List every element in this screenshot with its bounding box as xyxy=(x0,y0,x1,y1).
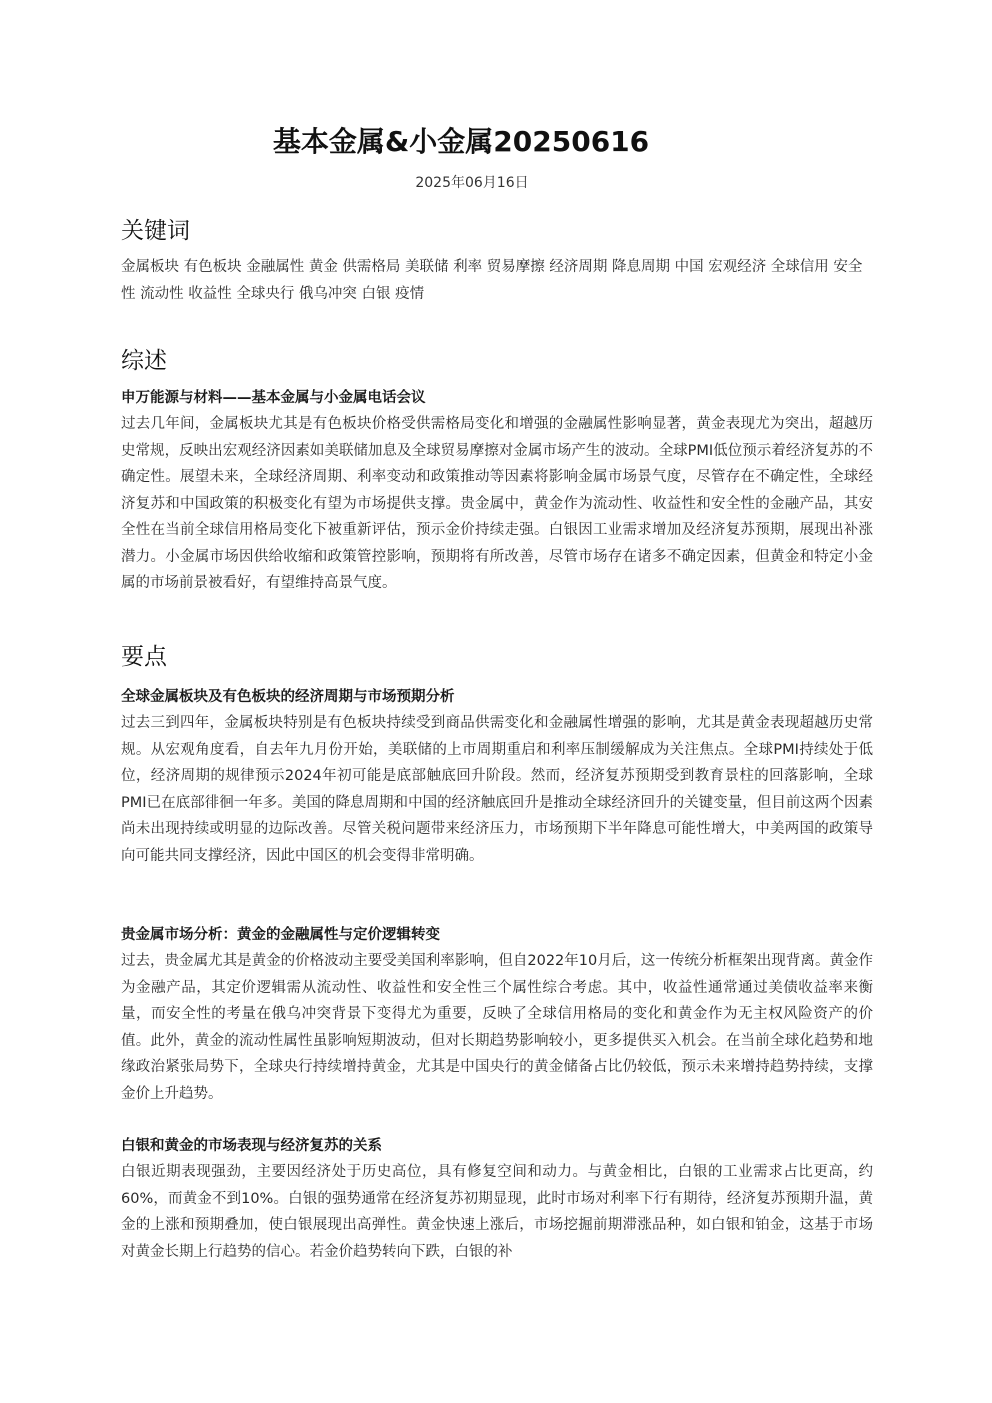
summary-text: 过去几年间，金属板块尤其是有色板块价格受供需格局变化和增强的金融属性影响显著，黄金表现尤为突出，超越历史常规，反映出宏观经济因素如美联储加息及全球贸易摩擦对金属市场产生的波动。全球PMI低位预示着经济复苏的不确定性。展望未来，全球经济周期、利率变动和政策推动等因素将影响金属市场景气度，尽管存在不确定性，全球经济复苏和中国政策的积极变化有望为市场提供支撑。贵金属中，黄金作为流动性、收益性和安全性的金融产品，其安全性在当前全球信用格局变化下被重新评估，预示金价持续走强。白银因工业需求增加及经济复苏预期，展现出补涨潜力。小金属市场因供给收缩和政策管控影响，预期将有所改善，尽管市场存在诸多不确定因素，但黄金和特定小金属的市场前景被看好，有望维持高景气度。 xyxy=(121,416,873,591)
key-point-text: 白银近期表现强劲，主要因经济处于历史高位，具有修复空间和动力。与黄金相比，白银的工业需求占比更高，约60%，而黄金不到10%。白银的强势通常在经济复苏初期显现，此时市场对利率下行有期待，经济复苏预期升温，黄金的上涨和预期叠加，使白银展现出高弹性。黄金快速上涨后，市场挖掘前期滞涨品种，如白银和铂金，这基于市场对黄金长期上行趋势的信心。若金价趋势转向下跌，白银的补 xyxy=(121,1164,873,1260)
document-title: 基本金属&小金属20250616 xyxy=(272,125,650,158)
key-point-title: 贵金属市场分析：黄金的金融属性与定价逻辑转变 xyxy=(121,927,440,943)
keywords-text: 金属板块 有色板块 金融属性 黄金 供需格局 美联储 利率 贸易摩擦 经济周期 降息周期 中国 宏观经济 全球信用 安全性 流动性 收益性 全球央行 俄乌冲突 白银 疫情 xyxy=(121,259,863,302)
key-point-title: 白银和黄金的市场表现与经济复苏的关系 xyxy=(121,1138,382,1154)
key-point-text: 过去三到四年，金属板块特别是有色板块持续受到商品供需变化和金融属性增强的影响，尤其是黄金表现超越历史常规。从宏观角度看，自去年九月份开始，美联储的上市周期重启和利率压制缓解成为关注焦点。全球PMI持续处于低位，经济周期的规律预示2024年初可能是底部触底回升阶段。然而，经济复苏预期受到教育景柱的回落影响，全球PMI已在底部徘徊一年多。美国的降息周期和中国的经济触底回升是推动全球经济回升的关键变量，但目前这两个因素尚未出现持续或明显的边际改善。尽管关税问题带来经济压力，市场预期下半年降息可能性增大，中美两国的政策导向可能共同支撑经济，因此中国区的机会变得非常明确。 xyxy=(121,715,873,864)
summary-subtitle: 申万能源与材料——基本金属与小金属电话会议 xyxy=(121,390,426,406)
key-point-title: 全球金属板块及有色板块的经济周期与市场预期分析 xyxy=(121,689,455,705)
keywords-heading: 关键词 xyxy=(121,218,190,244)
key-point-text: 过去，贵金属尤其是黄金的价格波动主要受美国利率影响，但自2022年10月后，这一传统分析框架出现背离。黄金作为金融产品，其定价逻辑需从流动性、收益性和安全性三个属性综合考虑。其中，收益性通常通过美债收益率来衡量，而安全性的考量在俄乌冲突背景下变得尤为重要，反映了全球信用格局的变化和黄金作为无主权风险资产的价值。此外，黄金的流动性属性虽影响短期波动，但对长期趋势影响较小，更多提供买入机会。在当前全球化趋势和地缘政治紧张局势下，全球央行持续增持黄金，尤其是中国央行的黄金储备占比仍较低，预示未来增持趋势持续，支撑金价上升趋势。 xyxy=(121,953,873,1102)
summary-heading: 综述 xyxy=(121,348,167,374)
key-points-heading: 要点 xyxy=(121,644,167,670)
document-date: 2025年06月16日 xyxy=(415,175,529,191)
